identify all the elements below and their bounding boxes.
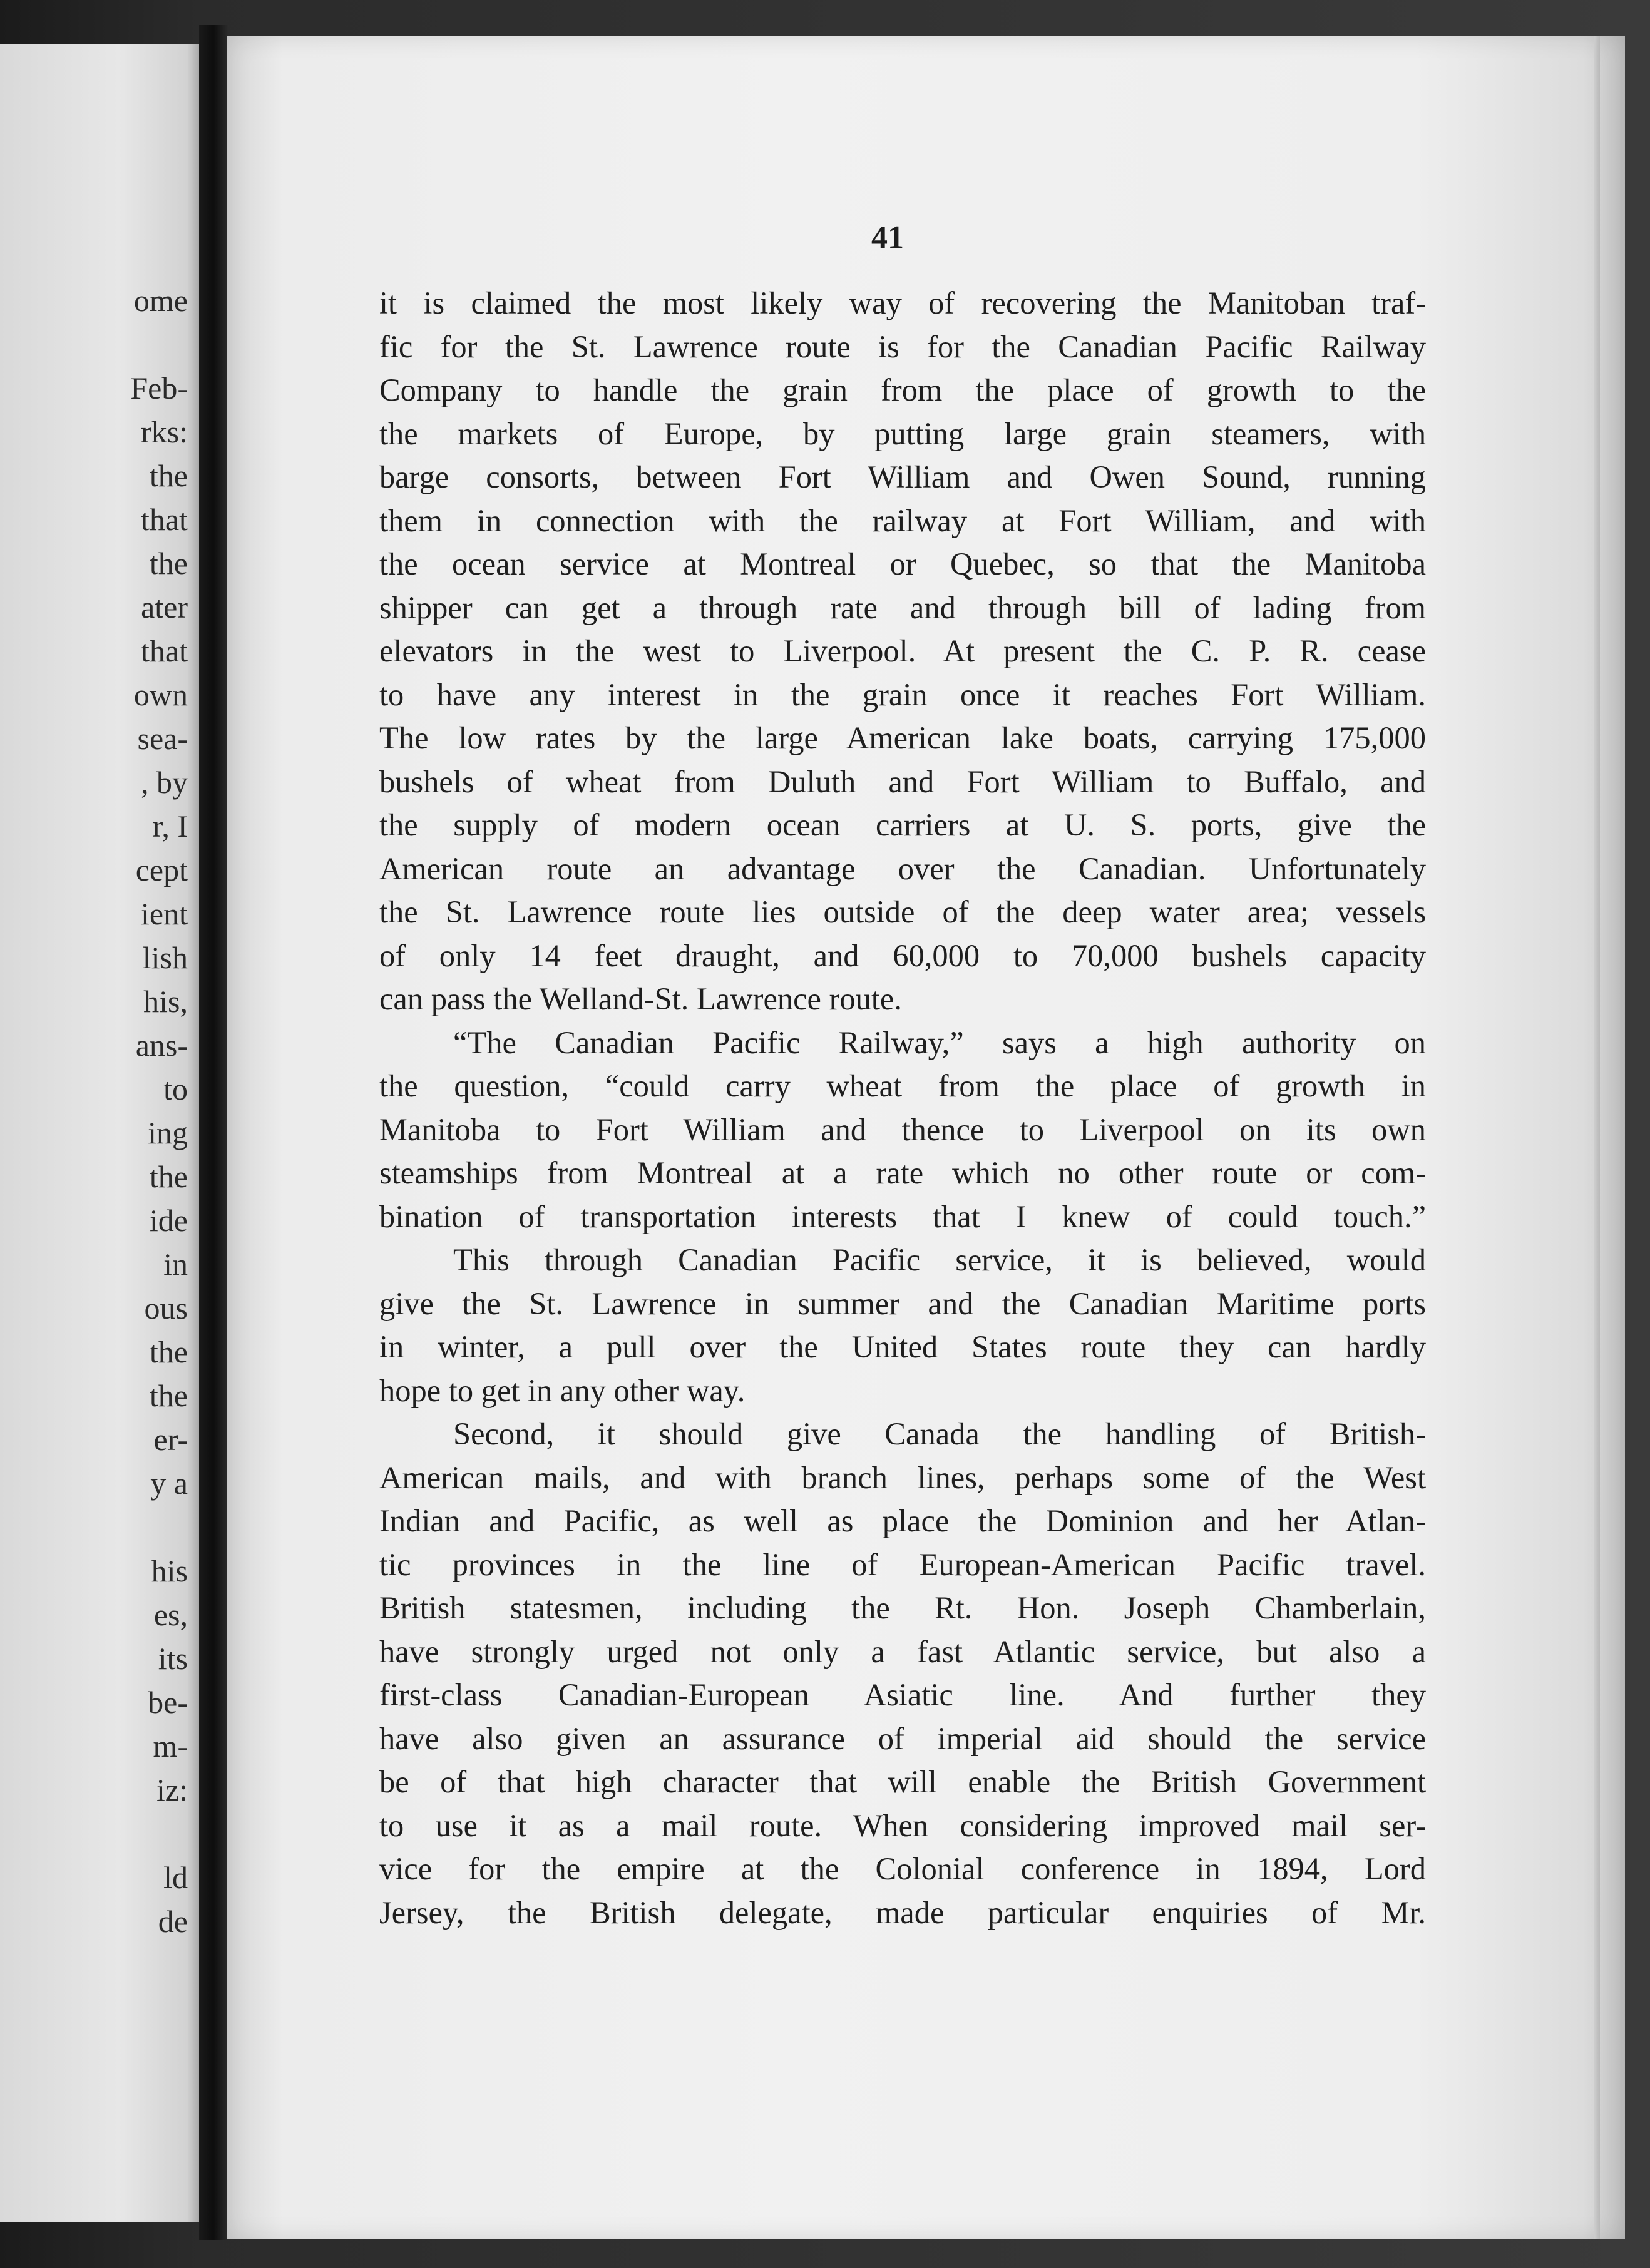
previous-page-fragment: ient — [141, 896, 188, 931]
text-line: to have any interest in the grain once it reaches Fort William. — [379, 677, 1426, 712]
text-line: This through Canadian Pacific service, it is believed, would — [453, 1242, 1426, 1277]
text-line: fic for the St. Lawrence route is for the Canadian Pacific Railway — [379, 329, 1426, 364]
text-line: the question, “could carry wheat from the place of growth in — [379, 1068, 1426, 1103]
previous-page-fragment: his — [151, 1553, 188, 1588]
text-line: elevators in the west to Liverpool. At present the C. P. R. cease — [379, 633, 1426, 668]
previous-page-fragment: ld — [163, 1860, 188, 1895]
previous-page-fragment: to — [163, 1071, 188, 1106]
text-line: the St. Lawrence route lies outside of the deep water area; vessels — [379, 894, 1426, 929]
text-line: it is claimed the most likely way of recovering the Manitoban traf- — [379, 285, 1426, 320]
previous-page-fragment: lish — [142, 940, 188, 975]
text-line: in winter, a pull over the United States route they can hardly — [379, 1329, 1426, 1364]
text-line: bushels of wheat from Duluth and Fort William to Buffalo, and — [379, 764, 1426, 799]
previous-page-fragment: ater — [141, 590, 188, 625]
text-line: British statesmen, including the Rt. Hon. Joseph Chamberlain, — [379, 1590, 1426, 1625]
previous-page-fragment: the — [149, 1159, 188, 1194]
text-line: first-class Canadian-European Asiatic line. And further they — [379, 1677, 1426, 1712]
previous-page-fragment: de — [158, 1904, 188, 1939]
previous-page-fragment: ome — [133, 283, 188, 318]
text-line: give the St. Lawrence in summer and the Canadian Maritime ports — [379, 1285, 1426, 1321]
text-line: American route an advantage over the Canadian. Unfortunately — [379, 850, 1426, 886]
previous-page-fragment: er- — [153, 1422, 188, 1457]
text-line: vice for the empire at the Colonial conference in 1894, Lord — [379, 1851, 1426, 1886]
previous-page-fragment: sea- — [137, 721, 188, 756]
text-line: hope to get in any other way. — [379, 1372, 746, 1408]
text-line: “The Canadian Pacific Railway,” says a high authority on — [453, 1024, 1426, 1060]
page-body-text — [379, 282, 1426, 1934]
previous-page-fragment: r, I — [152, 809, 188, 844]
text-line: have strongly urged not only a fast Atlantic service, but also a — [379, 1633, 1426, 1669]
text-line: American mails, and with branch lines, perhaps some of the West — [379, 1459, 1426, 1495]
previous-page-fragment: the — [149, 1334, 188, 1369]
text-line: of only 14 feet draught, and 60,000 to 70,000 bushels capacity — [379, 937, 1426, 973]
text-line: Company to handle the grain from the place of growth to the — [379, 372, 1426, 407]
text-line: bination of transportation interests that I knew of could touch.” — [379, 1198, 1426, 1234]
previous-page-fragment: that — [141, 502, 188, 537]
text-line: Second, it should give Canada the handling of British- — [453, 1416, 1426, 1451]
previous-page-fragment: in — [163, 1247, 188, 1282]
previous-page-fragment: iz: — [156, 1772, 188, 1807]
page-number: 41 — [871, 220, 904, 255]
text-line: Manitoba to Fort William and thence to Liverpool on its own — [379, 1111, 1426, 1147]
text-line: the ocean service at Montreal or Quebec, so that the Manitoba — [379, 546, 1426, 581]
previous-page-fragment: the — [149, 546, 188, 581]
previous-page-fragment: be- — [148, 1685, 188, 1720]
previous-page-fragment: the — [149, 1378, 188, 1413]
previous-page-fragment: cept — [135, 852, 188, 887]
text-line: be of that high character that will enable the British Government — [379, 1764, 1426, 1799]
previous-page-fragment: ans- — [135, 1028, 188, 1063]
previous-page-fragment: m- — [153, 1729, 188, 1764]
previous-page-fragment: the — [149, 458, 188, 493]
previous-page-fragment: ing — [148, 1115, 188, 1150]
previous-page-fragment: his, — [143, 984, 188, 1019]
book-gutter — [199, 25, 228, 2240]
text-line: them in connection with the railway at Fort William, and with — [379, 503, 1426, 538]
text-line: have also given an assurance of imperial aid should the service — [379, 1720, 1426, 1756]
previous-page-fragment: that — [141, 633, 188, 668]
previous-page-fragment: Feb- — [130, 370, 188, 406]
page-edge — [1594, 36, 1600, 2239]
previous-page-edge — [0, 44, 199, 2222]
text-line: barge consorts, between Fort William and Owen Sound, running — [379, 459, 1426, 494]
text-line: steamships from Montreal at a rate which no other route or com- — [379, 1155, 1426, 1190]
previous-page-fragment: own — [133, 677, 188, 712]
text-line: the markets of Europe, by putting large grain steamers, with — [379, 416, 1426, 451]
previous-page-fragment: rks: — [141, 414, 188, 449]
text-line: shipper can get a through rate and through bill of lading from — [379, 590, 1426, 625]
text-line: Indian and Pacific, as well as place the Dominion and her Atlan- — [379, 1503, 1426, 1538]
previous-page-fragment: ous — [144, 1290, 188, 1326]
previous-page-fragment: , by — [141, 765, 188, 800]
text-line: can pass the Welland-St. Lawrence route. — [379, 981, 902, 1016]
text-line: The low rates by the large American lake boats, carrying 175,000 — [379, 720, 1426, 755]
text-line: tic provinces in the line of European-American Pacific travel. — [379, 1546, 1426, 1582]
text-line: the supply of modern ocean carriers at U. S. ports, give the — [379, 807, 1426, 842]
previous-page-fragment: es, — [153, 1597, 188, 1632]
previous-page-fragment: its — [158, 1641, 188, 1676]
previous-page-fragment: ide — [149, 1203, 188, 1238]
text-line: to use it as a mail route. When considering improved mail ser- — [379, 1807, 1426, 1843]
previous-page-fragment: y a — [150, 1466, 188, 1501]
text-line: Jersey, the British delegate, made particular enquiries of Mr. — [379, 1894, 1426, 1930]
